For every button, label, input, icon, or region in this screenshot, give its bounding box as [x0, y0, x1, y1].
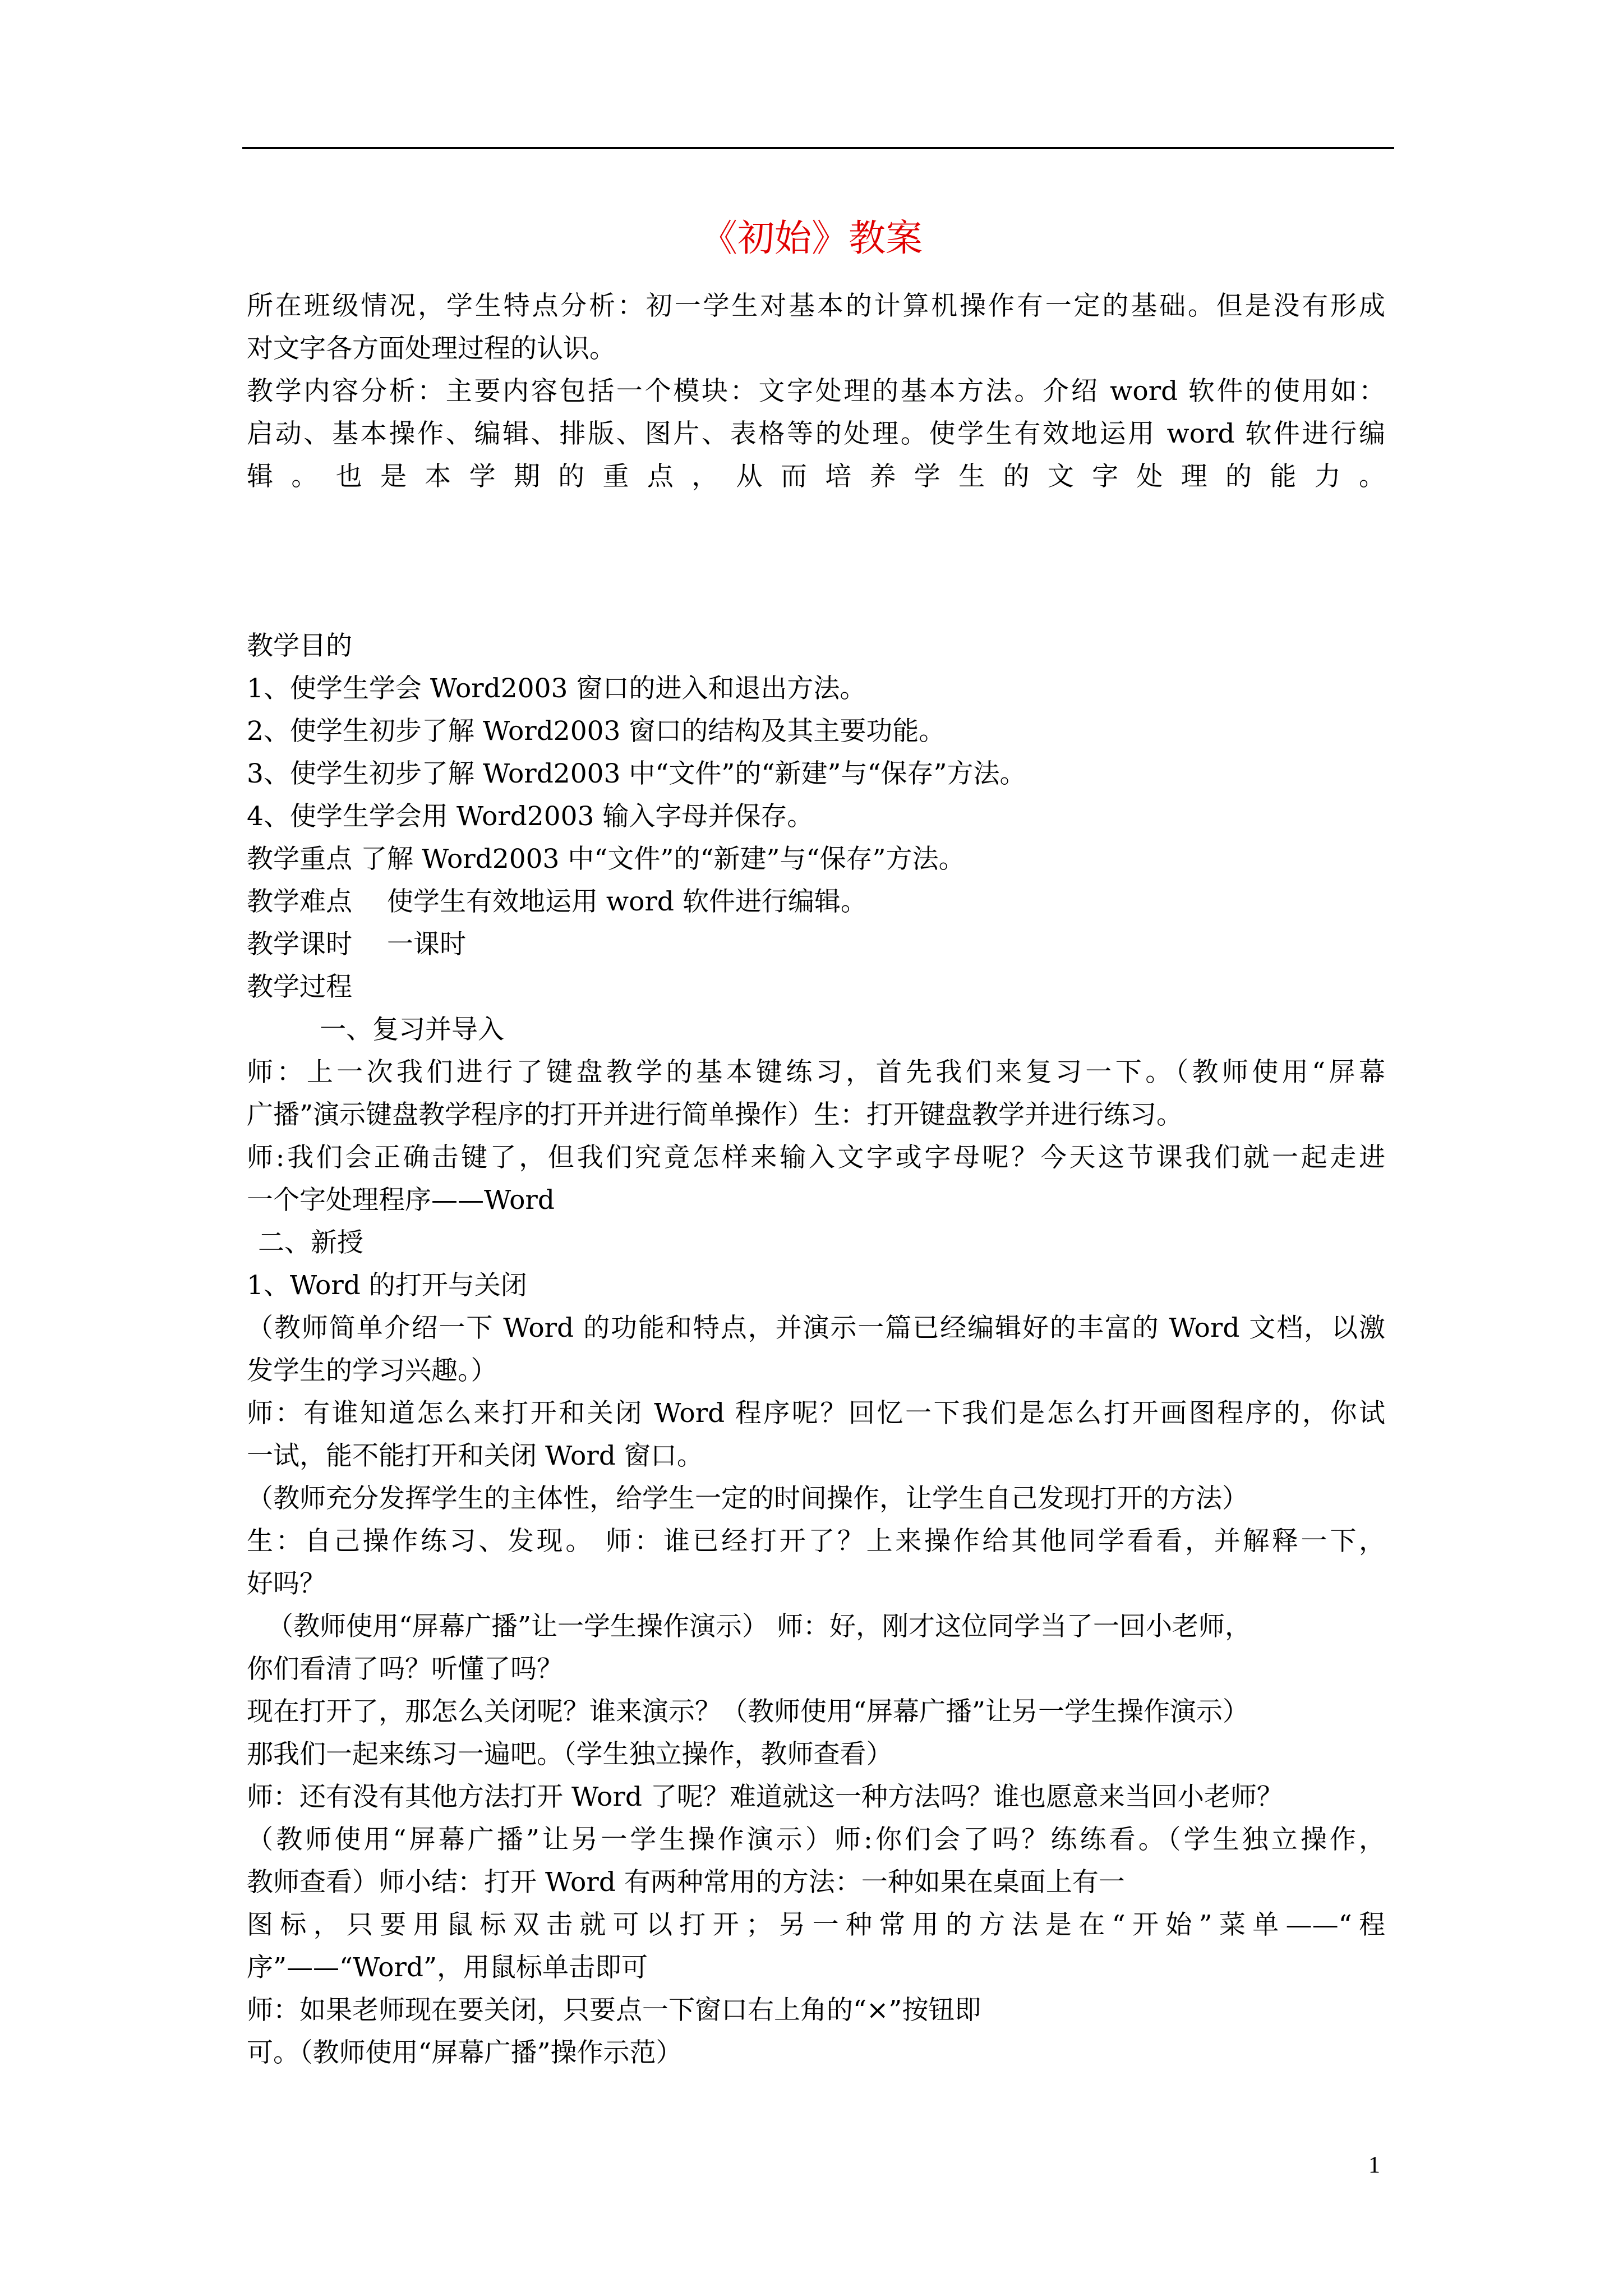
- paragraph-line: 广播”演示键盘教学程序的打开并进行简单操作）生：打开键盘教学并进行练习。: [247, 1099, 1183, 1130]
- list-item: 2、使学生初步了解 Word2003 窗口的结构及其主要功能。: [247, 716, 946, 747]
- section-heading: 教学目的: [247, 631, 352, 661]
- paragraph-line: 你们看清了吗？听懂了吗？: [247, 1654, 563, 1685]
- paragraph-line: 序”——“Word”，用鼠标单击即可: [247, 1952, 648, 1983]
- paragraph-line: 师:我们会正确击键了，但我们究竟怎样来输入文字或字母呢？今天这节课我们就一起走进: [247, 1142, 1385, 1173]
- paragraph-line: 所在班级情况，学生特点分析：初一学生对基本的计算机操作有一定的基础。但是没有形成: [247, 291, 1385, 321]
- paragraph-line: 发学生的学习兴趣。）: [247, 1355, 497, 1386]
- paragraph-line: 一个字处理程序——Word: [247, 1185, 555, 1216]
- paragraph-line: 师：还有没有其他方法打开 Word 了呢？难道就这一种方法吗？谁也愿意来当回小老师？: [247, 1782, 1283, 1812]
- header-rule: [242, 147, 1394, 149]
- paragraph-line: 教学课时 一课时: [247, 929, 466, 960]
- paragraph-line: 教学难点 使学生有效地运用 word 软件进行编辑。: [247, 886, 867, 917]
- paragraph-line: 师：如果老师现在要关闭，只要点一下窗口右上角的“×”按钮即: [247, 1995, 981, 2026]
- paragraph-line: 好吗？: [247, 1568, 326, 1599]
- paragraph-line: 一试，能不能打开和关闭 Word 窗口。: [247, 1441, 703, 1471]
- paragraph-line: 可。（教师使用“屏幕广播”操作示范）: [247, 2037, 683, 2068]
- subsection-heading: 一、复习并导入: [320, 1014, 504, 1045]
- paragraph-line: （教师使用“屏幕广播”让一学生操作演示） 师：好，刚才这位同学当了一回小老师，: [267, 1611, 1251, 1642]
- paragraph-line: 图标，只要用鼠标双击就可以打开；另一种常用的方法是在“开始”菜单——“程: [247, 1910, 1385, 1940]
- paragraph-line: 教师查看）师小结：打开 Word 有两种常用的方法：一种如果在桌面上有一: [247, 1867, 1125, 1898]
- paragraph-line: 对文字各方面处理过程的认识。: [247, 333, 616, 364]
- section-heading: 教学过程: [247, 972, 352, 1002]
- page-title: 《初始》教案: [700, 217, 923, 260]
- paragraph-line: 教学重点 了解 Word2003 中“文件”的“新建”与“保存”方法。: [247, 844, 965, 875]
- paragraph-line: 现在打开了，那怎么关闭呢？谁来演示？（教师使用“屏幕广播”让另一学生操作演示）: [247, 1696, 1249, 1727]
- paragraph-line: 那我们一起来练习一遍吧。（学生独立操作，教师查看）: [247, 1739, 893, 1770]
- paragraph-line: （教师使用“屏幕广播”让另一学生操作演示）师:你们会了吗？练练看。（学生独立操作，: [247, 1824, 1385, 1855]
- paragraph-line: （教师简单介绍一下 Word 的功能和特点，并演示一篇已经编辑好的丰富的 Word 文档，以激: [247, 1313, 1385, 1343]
- list-item: 4、使学生学会用 Word2003 输入字母并保存。: [247, 801, 814, 832]
- paragraph-line: 师：有谁知道怎么来打开和关闭 Word 程序呢？回忆一下我们是怎么打开画图程序的，你试: [247, 1398, 1385, 1429]
- paragraph-line: 师：上一次我们进行了键盘教学的基本键练习，首先我们来复习一下。（教师使用“屏幕: [247, 1057, 1385, 1088]
- paragraph-line: 教学内容分析：主要内容包括一个模块：文字处理的基本方法。介绍 word 软件的使用如：: [247, 376, 1385, 407]
- list-item: 3、使学生初步了解 Word2003 中“文件”的“新建”与“保存”方法。: [247, 758, 1026, 789]
- paragraph-line: （教师充分发挥学生的主体性，给学生一定的时间操作，让学生自己发现打开的方法）: [247, 1483, 1248, 1514]
- subsection-heading: 1、Word 的打开与关闭: [247, 1270, 527, 1301]
- list-item: 1、使学生学会 Word2003 窗口的进入和退出方法。: [247, 673, 866, 704]
- paragraph-line: 辑。也是本学期的重点，从而培养学生的文字处理的能力。: [247, 461, 1385, 492]
- paragraph-line: 生：自己操作练习、发现。 师：谁已经打开了？上来操作给其他同学看看，并解释一下，: [247, 1526, 1386, 1557]
- subsection-heading: 二、新授: [258, 1227, 363, 1258]
- page-number: 1: [1368, 2152, 1380, 2178]
- paragraph-line: 启动、基本操作、编辑、排版、图片、表格等的处理。使学生有效地运用 word 软件进行编: [247, 418, 1385, 449]
